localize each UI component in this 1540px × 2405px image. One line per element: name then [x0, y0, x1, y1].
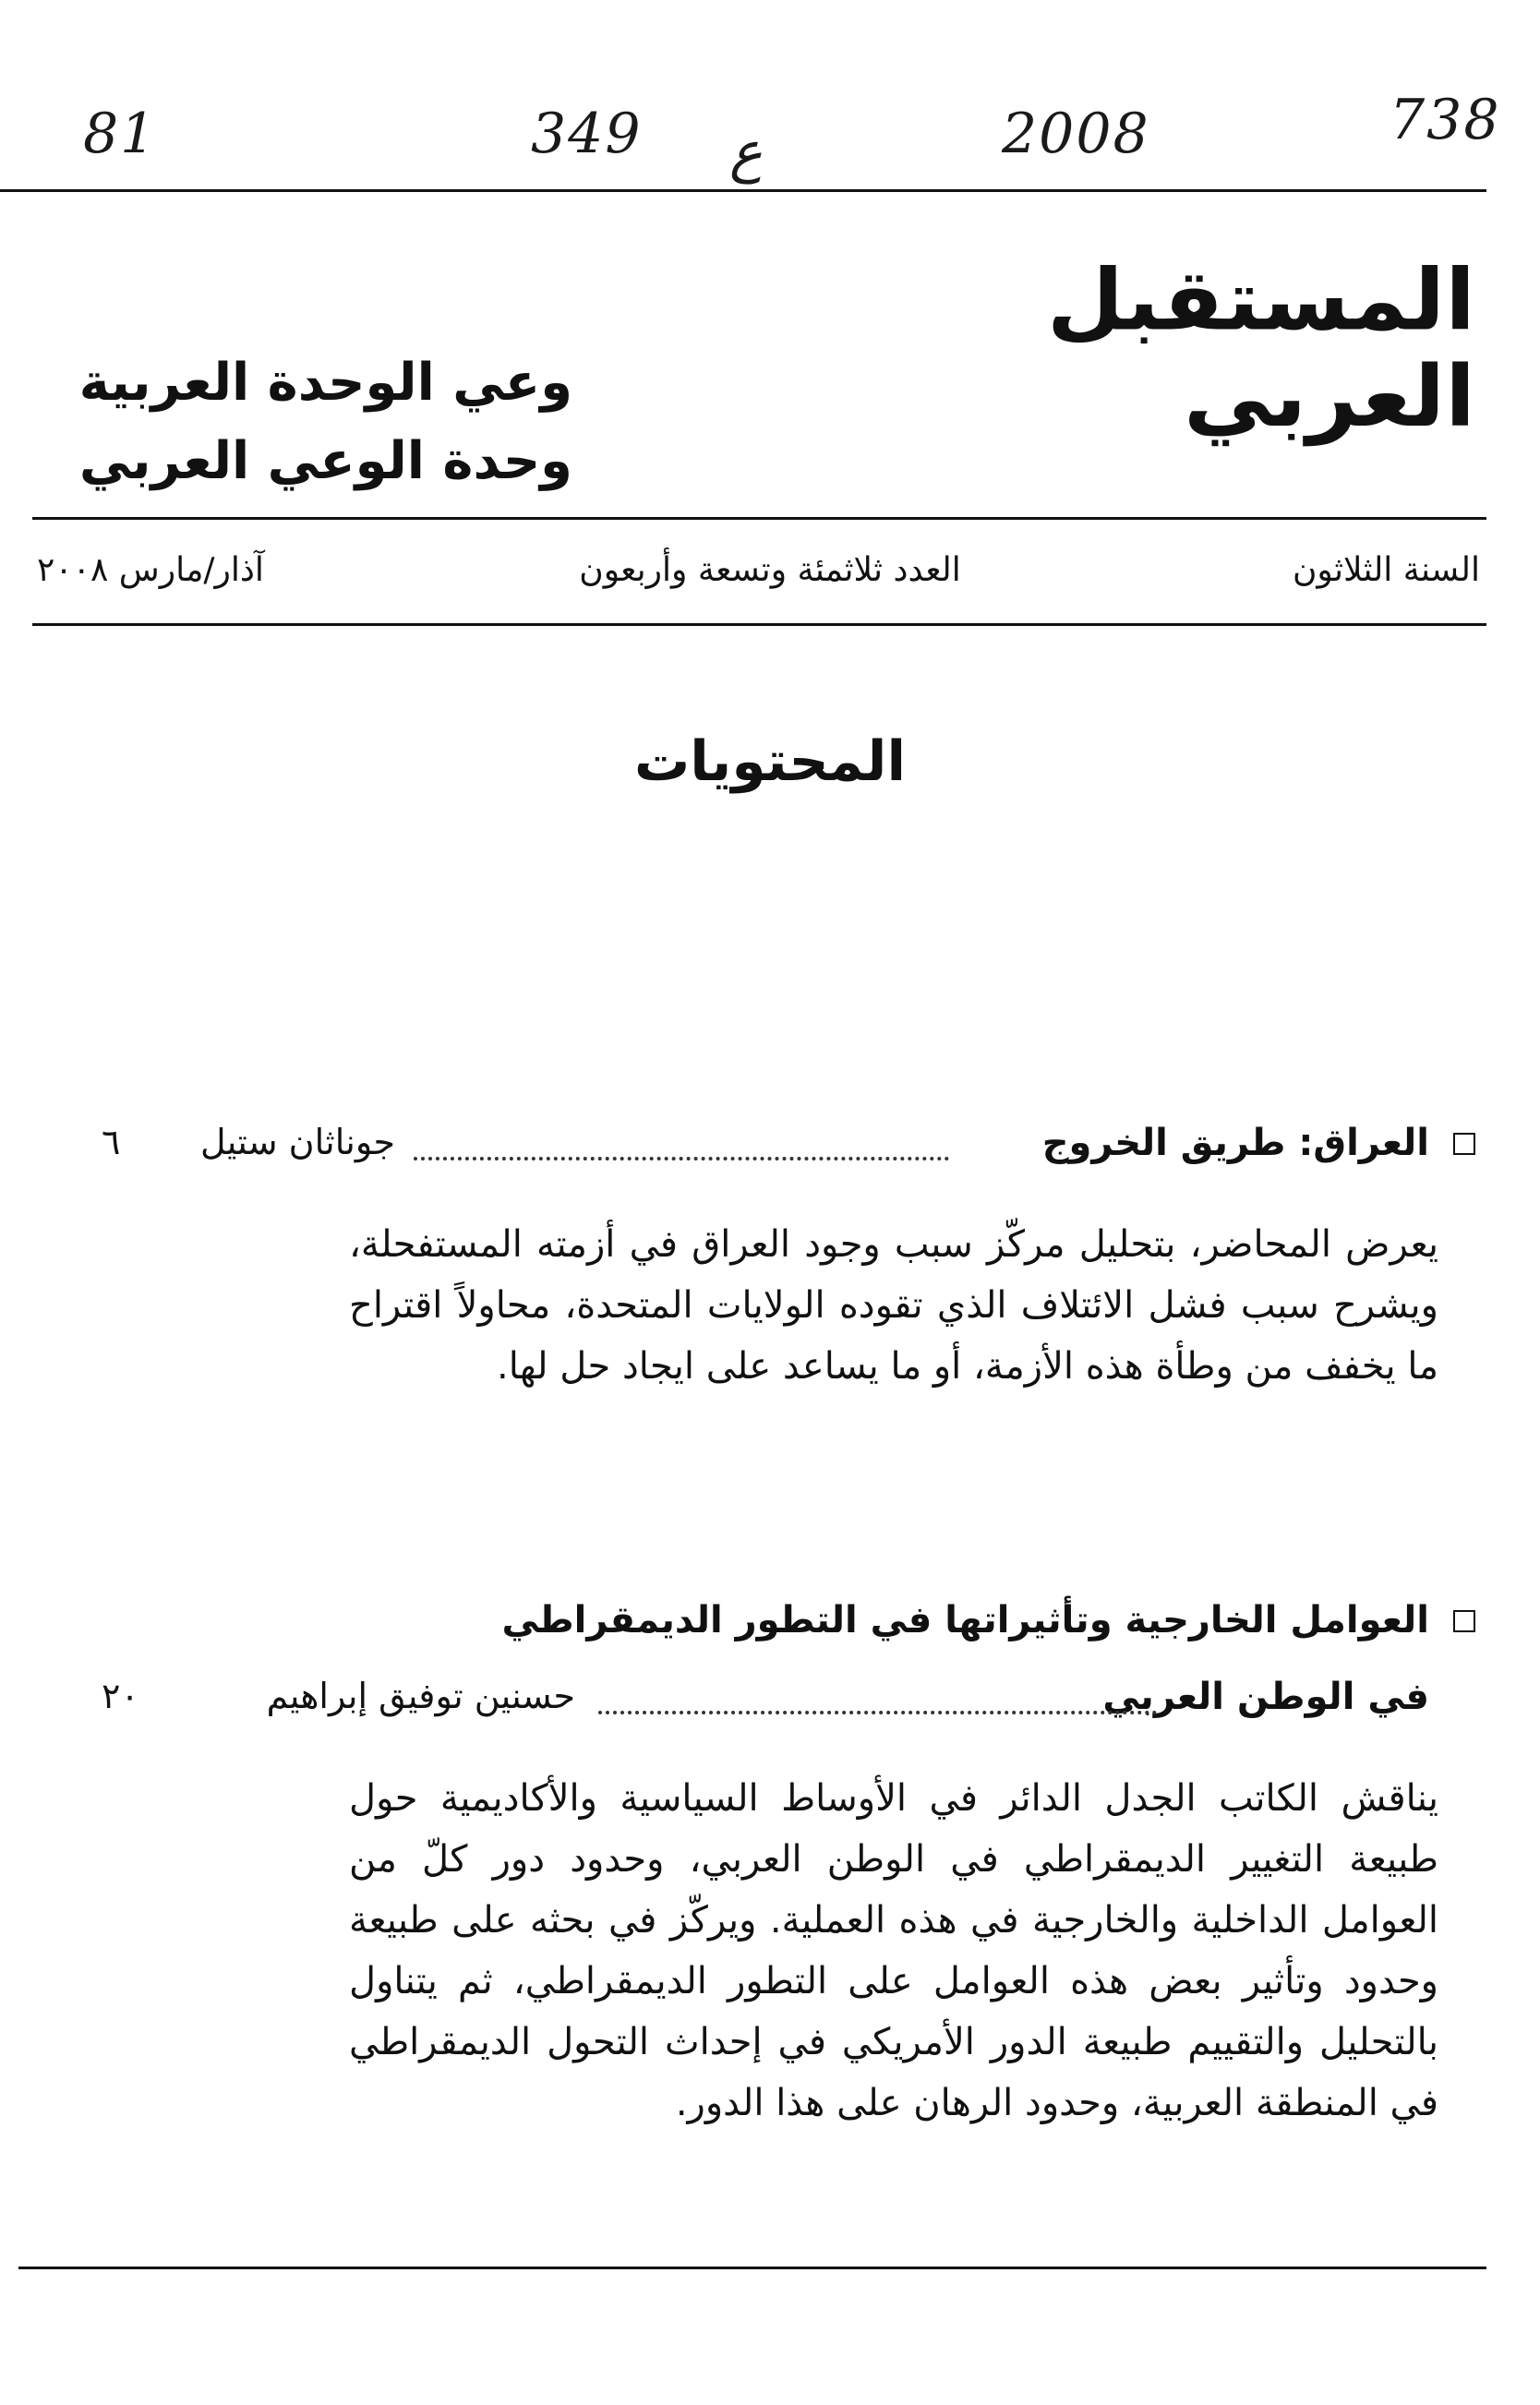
issue-number: العدد ثلاثمئة وتسعة وأربعون [579, 551, 961, 589]
handwritten-code-mid: 349 [531, 102, 643, 166]
journal-logo: المستقبل العربي [1046, 250, 1475, 446]
toc-entry-2-title-row[interactable] [65, 1599, 1475, 1654]
entry-abstract-1: يعرض المحاضر، بتحليل مركّز سبب وجود العراق في أزمته المستفحلة، ويشرح سبب فشل الائتلاف الذي تقوده الولايات المتحدة، محاولاً اقتراح ما يخفف من وطأة هذه الأزمة، أو ما يساعد على ايجاد حل لها. [349, 1223, 1438, 1388]
contents-heading: المحتويات [633, 729, 907, 794]
handwritten-number: 738 [1390, 88, 1501, 152]
entry-title[interactable]: العوامل الخارجية وتأثيراتها في التطور الديمقراطي [501, 1599, 1429, 1641]
handwritten-letter: ع [729, 120, 763, 185]
issue-date: آذار/مارس ٢٠٠٨ [37, 551, 264, 589]
checkbox-bullet-icon [1453, 1610, 1475, 1632]
header-rule-top [32, 517, 1486, 520]
entry-page-number: ٦ [102, 1122, 121, 1162]
slogan-line-1: وعي الوحدة العربية [78, 353, 572, 413]
top-rule [0, 189, 1486, 192]
bottom-rule [18, 2267, 1486, 2269]
entry-abstract-2: يناقش الكاتب الجدل الدائر في الأوساط السياسية والأكاديمية حول طبيعة التغيير الديمقراطي في الوطن العربي، وحدود دور كلّ من العوامل الداخلية والخارجية في هذه العملية. ويركّز في بحثه على طبيعة وحدود وتأثير بعض هذه العوامل على التطور الديمقراطي، ثم يتناول بالتحليل والتقييم طبيعة الدور الأمريكي في إحداث التحول الديمقراطي في المنطقة العربية، وحدود الرهان على هذا الدور. [349, 1777, 1438, 2124]
entry-title-continuation[interactable]: في الوطن العربي [1102, 1676, 1429, 1718]
handwritten-year: 2008 [1002, 102, 1150, 166]
entry-title[interactable]: العراق: طريق الخروج [1041, 1122, 1429, 1164]
slogan-line-2: وحدة الوعي العربي [78, 431, 572, 491]
toc-entry-1[interactable] [65, 1122, 1475, 1177]
toc-entry-2[interactable] [65, 1676, 1475, 1731]
entry-author: جوناثان ستيل [200, 1122, 395, 1162]
header-rule-bottom [32, 623, 1486, 626]
handwritten-code-left: 81 [83, 102, 158, 166]
leader-dots [414, 1129, 949, 1160]
issue-year: السنة الثلاثون [1292, 551, 1480, 589]
checkbox-bullet-icon [1453, 1133, 1475, 1155]
leader-dots [598, 1683, 1157, 1714]
entry-author: حسنين توفيق إبراهيم [266, 1676, 575, 1716]
entry-page-number: ٢٠ [102, 1676, 139, 1716]
